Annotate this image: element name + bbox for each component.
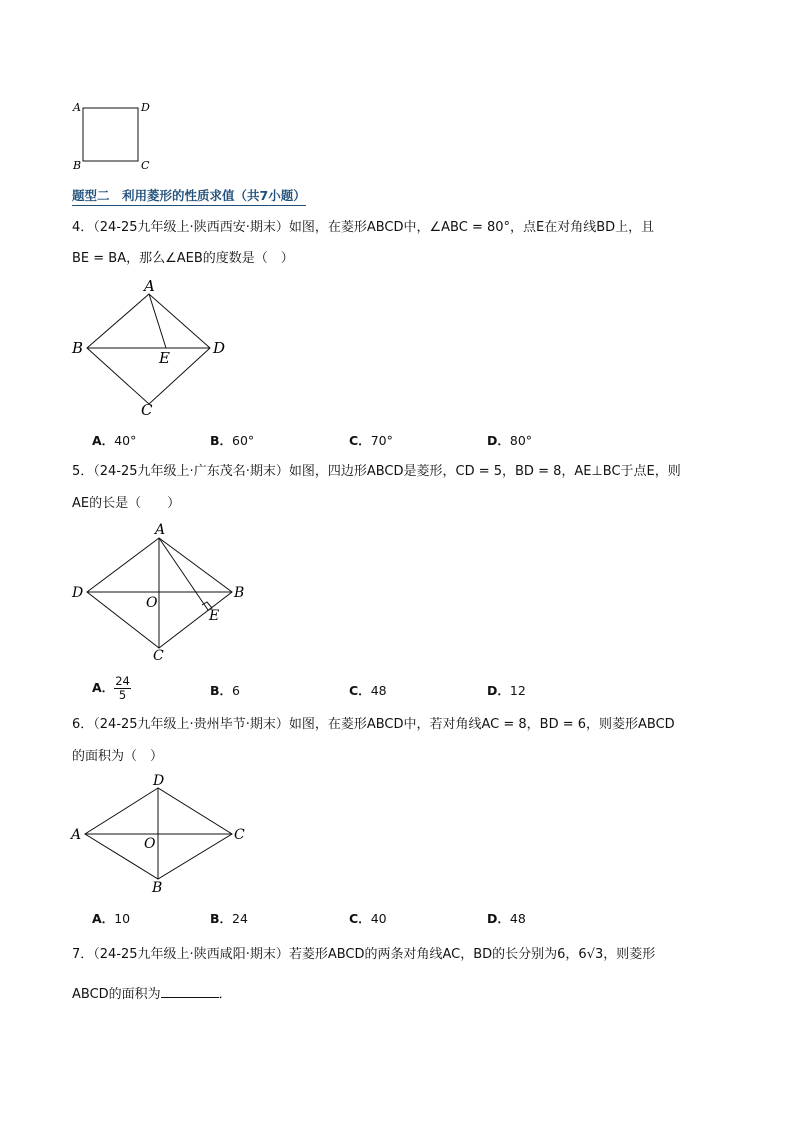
- q4-label-b: B: [72, 339, 84, 357]
- q4-label-d: D: [213, 339, 226, 357]
- q6-option-d[interactable]: D．48: [487, 911, 526, 926]
- q7-number: 7．: [72, 947, 94, 962]
- q6-text-1: （24-25九年级上·贵州毕节·期末）如图，在菱形ABCD中，若对角线AC = 8，BD = 6，则菱形ABCD: [93, 717, 675, 732]
- q6-label-b: B: [152, 880, 163, 896]
- q6-option-b[interactable]: B．24: [210, 911, 248, 926]
- q4-label-c: C: [141, 401, 153, 419]
- q5-option-c[interactable]: C．48: [349, 683, 387, 698]
- q6-rhombus-figure: [70, 773, 250, 898]
- q5-label-o: O: [146, 595, 158, 611]
- q5-option-a[interactable]: A． $\frac{24}{5}$: [92, 674, 130, 702]
- q5-label-a: A: [155, 522, 166, 538]
- q6-line-1: [72, 716, 675, 734]
- q5-line-1: [72, 463, 681, 481]
- q4-text-2: BE = BA，那么∠AEB的度数是（ ）: [72, 251, 294, 266]
- q4-text-1: （24-25九年级上·陕西西安·期末）如图，在菱形ABCD中，∠ABC = 80°，点E在对角线BD上，且: [93, 220, 655, 235]
- q7-line-2: [72, 984, 232, 1004]
- q4-label-e: E: [159, 349, 170, 367]
- q5-option-a-fraction: $\frac{24}{5}$: [115, 674, 130, 702]
- q5-text-2: AE的长是（ ）: [72, 496, 181, 511]
- q5-label-c: C: [153, 648, 164, 664]
- q5-rhombus-figure: [70, 519, 250, 664]
- q4-option-c[interactable]: C．70°: [349, 433, 393, 448]
- q5-text-1: （24-25九年级上·广东茂名·期末）如图，四边形ABCD是菱形，CD = 5，BD = 8，AE⊥BC于点E，则: [93, 464, 681, 479]
- q6-label-a: A: [71, 827, 82, 843]
- q6-option-a[interactable]: A．10: [92, 911, 131, 926]
- q6-number: 6．: [72, 717, 94, 732]
- q7-text-2: ABCD的面积为: [72, 987, 161, 1002]
- q5-label-b: B: [234, 585, 245, 601]
- q4-number: 4．: [72, 220, 94, 235]
- square-label-a: A: [73, 101, 81, 114]
- square-figure: [70, 98, 160, 173]
- q4-line-1: [72, 219, 654, 237]
- q6-text-2: 的面积为（ ）: [72, 749, 164, 764]
- q4-label-a: A: [144, 277, 155, 295]
- q4-option-a[interactable]: A．40°: [92, 433, 137, 448]
- q7-answer-blank[interactable]: [161, 984, 219, 998]
- q5-label-d: D: [72, 585, 84, 601]
- square-label-b: B: [73, 159, 82, 172]
- q7-text-1: （24-25九年级上·陕西咸阳·期末）若菱形ABCD的两条对角线AC，BD的长分别为6，6√3，则菱形: [93, 947, 656, 962]
- q5-option-b[interactable]: B．6: [210, 683, 240, 698]
- square-label-d: D: [141, 101, 150, 114]
- q6-option-c[interactable]: C．40: [349, 911, 387, 926]
- section-title: 题型二 利用菱形的性质求值（共7小题）: [72, 186, 306, 206]
- q5-number: 5．: [72, 464, 94, 479]
- q7-line-1: [72, 946, 655, 964]
- q6-label-o: O: [144, 836, 156, 852]
- square-label-c: C: [141, 159, 150, 172]
- q5-label-e: E: [209, 608, 220, 624]
- q6-label-d: D: [153, 773, 165, 789]
- q6-label-c: C: [234, 827, 245, 843]
- q4-rhombus-figure: [70, 277, 240, 422]
- q4-option-d[interactable]: D．80°: [487, 433, 533, 448]
- q5-option-d[interactable]: D．12: [487, 683, 526, 698]
- q4-option-b[interactable]: B．60°: [210, 433, 255, 448]
- q7-text-2-end: ．: [218, 987, 232, 1002]
